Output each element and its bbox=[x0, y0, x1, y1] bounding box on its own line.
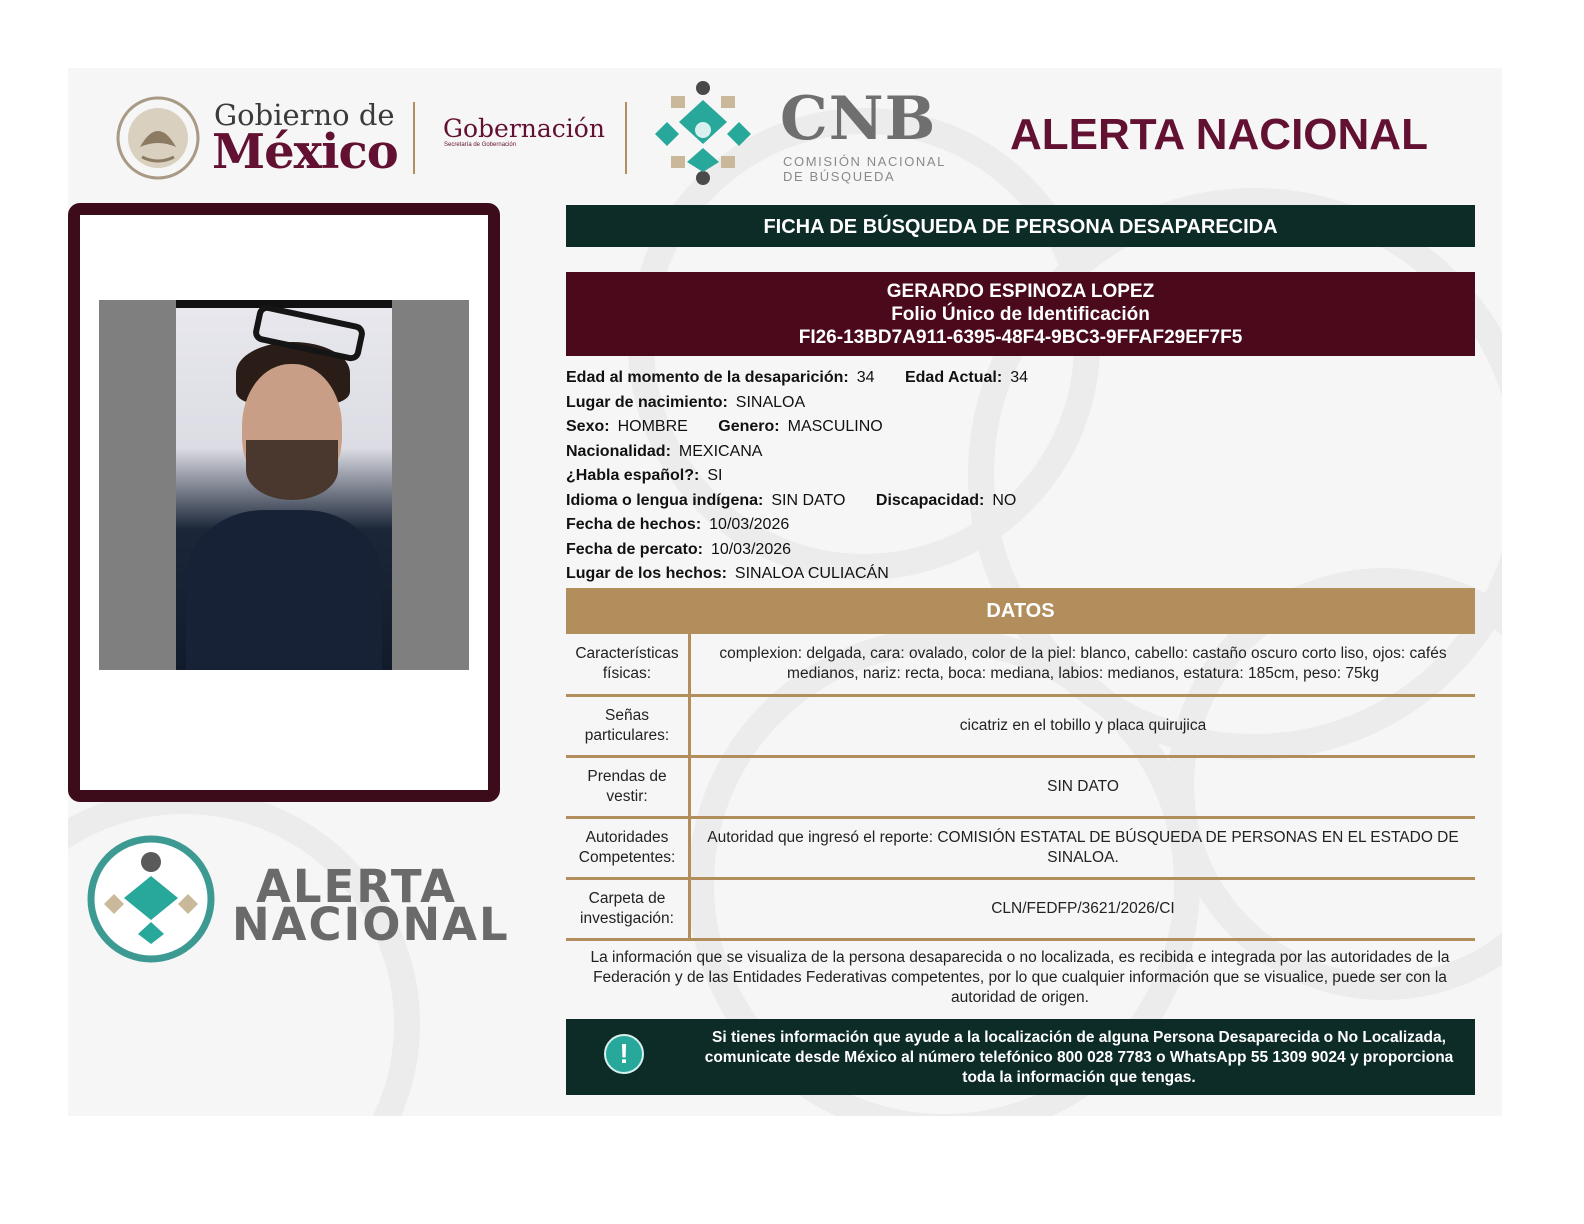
info-row-nacionalidad bbox=[566, 440, 1054, 465]
info-row-lugar-hechos bbox=[566, 562, 1054, 587]
table-row-value: CLN/FEDFP/3621/2026/CI bbox=[690, 878, 1476, 939]
person-info bbox=[566, 366, 1054, 587]
cnb-logo: CNB bbox=[780, 84, 937, 154]
idioma-label: Idioma o lengua indígena: bbox=[566, 491, 764, 509]
header-divider bbox=[413, 102, 415, 174]
lugar-nacimiento-value: SINALOA bbox=[735, 393, 806, 411]
sexo-value: HOMBRE bbox=[617, 418, 688, 435]
table-row bbox=[566, 756, 1475, 817]
table-row-value: cicatriz en el tobillo y placa quirujica bbox=[690, 695, 1476, 756]
edad-actual-label: Edad Actual: bbox=[904, 369, 1003, 386]
idioma-value: SIN DATO bbox=[771, 491, 846, 509]
discapacidad-value: NO bbox=[992, 491, 1017, 509]
lugar-hechos-label: Lugar de los hechos: bbox=[566, 565, 727, 582]
gobernacion-logo: Gobernación bbox=[443, 114, 605, 143]
fecha-hechos-value: 10/03/2026 bbox=[709, 516, 790, 533]
fecha-percato-label: Fecha de percato: bbox=[566, 540, 703, 558]
genero-value: MASCULINO bbox=[787, 418, 883, 435]
photo-beard bbox=[246, 440, 338, 500]
datos-table bbox=[566, 634, 1475, 941]
edad-desaparicion-value: 34 bbox=[856, 369, 875, 386]
table-row-value: Autoridad que ingresó el reporte: COMISIÓN ESTATAL DE BÚSQUEDA DE PERSONAS EN EL ESTADO DE SINALOA. bbox=[690, 817, 1476, 878]
cnb-subtitle bbox=[783, 154, 946, 184]
discapacidad-label: Discapacidad: bbox=[875, 491, 985, 509]
table-row bbox=[566, 695, 1475, 756]
table-row-label: Autoridades Competentes: bbox=[566, 817, 690, 878]
info-row-fecha-hechos bbox=[566, 513, 1054, 538]
gobernacion-subtitle: Secretaría de Gobernación bbox=[444, 142, 517, 148]
person-name: GERARDO ESPINOZA LOPEZ bbox=[886, 281, 1155, 302]
datos-title-bar: DATOS bbox=[566, 588, 1475, 634]
edad-desaparicion-label: Edad al momento de la desaparición: bbox=[566, 369, 849, 386]
alerta-nacional-emblem-icon bbox=[84, 832, 218, 966]
info-row-habla-espanol bbox=[566, 464, 1054, 489]
edad-actual-value: 34 bbox=[1010, 369, 1028, 386]
contact-text: Si tienes información que ayude a la localización de alguna Persona Desaparecida o No Localizada, comunicate desde México al número telefónico 800 028 7783 o WhatsApp 55 1309 9024 y proporciona toda la información que tengas. bbox=[704, 1029, 1454, 1086]
mexico-coat-of-arms-icon bbox=[112, 95, 204, 181]
folio-number: FI26-13BD7A911-6395-48F4-9BC3-9FFAF29EF7F5 bbox=[798, 327, 1243, 348]
lugar-hechos-value: SINALOA CULIACÁN bbox=[734, 565, 889, 582]
info-row-fecha-percato bbox=[566, 538, 1054, 563]
table-row bbox=[566, 634, 1475, 695]
gobierno-logo-line1: Gobierno de bbox=[214, 98, 395, 132]
fecha-percato-value: 10/03/2026 bbox=[710, 540, 792, 558]
info-row-nacimiento bbox=[566, 391, 1054, 416]
alerta-logo-line1: ALERTA bbox=[256, 860, 457, 913]
person-name-box bbox=[566, 272, 1475, 356]
ficha-title-bar: FICHA DE BÚSQUEDA DE PERSONA DESAPARECIDA bbox=[566, 205, 1475, 247]
table-row-label: Prendas de vestir: bbox=[566, 756, 690, 817]
nacionalidad-value: MEXICANA bbox=[678, 442, 763, 460]
lugar-nacimiento-label: Lugar de nacimiento: bbox=[566, 393, 728, 411]
info-row-idioma bbox=[566, 489, 1054, 514]
person-photo bbox=[176, 300, 392, 670]
gobierno-logo-line2: México bbox=[212, 124, 398, 180]
table-row bbox=[566, 817, 1475, 878]
header-divider bbox=[625, 102, 627, 174]
nacionalidad-label: Nacionalidad: bbox=[566, 442, 671, 460]
alerta-logo-line2: NACIONAL bbox=[232, 898, 510, 951]
alerta-nacional-title: ALERTA NACIONAL bbox=[1010, 110, 1428, 159]
table-row-label: Características físicas: bbox=[566, 634, 690, 695]
table-row-value: complexion: delgada, cara: ovalado, color de la piel: blanco, cabello: castaño oscuro corto liso, ojos: cafés medianos, nariz: recta, boca: mediana, labios: medianos, estatura: 185cm, peso: 75kg bbox=[690, 634, 1476, 695]
habla-espanol-value: SI bbox=[707, 467, 723, 484]
cnb-subtitle-line1: COMISIÓN NACIONAL bbox=[783, 154, 946, 169]
table-row-value: SIN DATO bbox=[690, 756, 1476, 817]
exclamation-icon: ! bbox=[604, 1034, 644, 1074]
table-row bbox=[566, 878, 1475, 939]
photo-shirt bbox=[186, 510, 382, 670]
cnb-emblem-icon bbox=[647, 78, 759, 188]
table-row-label: Señas particulares: bbox=[566, 695, 690, 756]
genero-label: Genero: bbox=[718, 418, 780, 435]
table-row-label: Carpeta de investigación: bbox=[566, 878, 690, 939]
info-row-edad bbox=[566, 366, 1054, 391]
photo-top-bar bbox=[176, 300, 392, 308]
cnb-subtitle-line2: DE BÚSQUEDA bbox=[783, 169, 896, 184]
disclaimer-text: La información que se visualiza de la persona desaparecida o no localizada, es recibida e integrada por las autoridades de la Federación y de las Entidades Federativas competentes, por lo que cualquier información que se visualice, puede ser con la autoridad de origen. bbox=[590, 949, 1450, 1006]
folio-label: Folio Único de Identificación bbox=[891, 304, 1150, 325]
habla-espanol-label: ¿Habla español?: bbox=[566, 467, 700, 484]
sexo-label: Sexo: bbox=[566, 418, 610, 435]
fecha-hechos-label: Fecha de hechos: bbox=[566, 516, 702, 533]
info-row-sexo bbox=[566, 415, 1054, 440]
